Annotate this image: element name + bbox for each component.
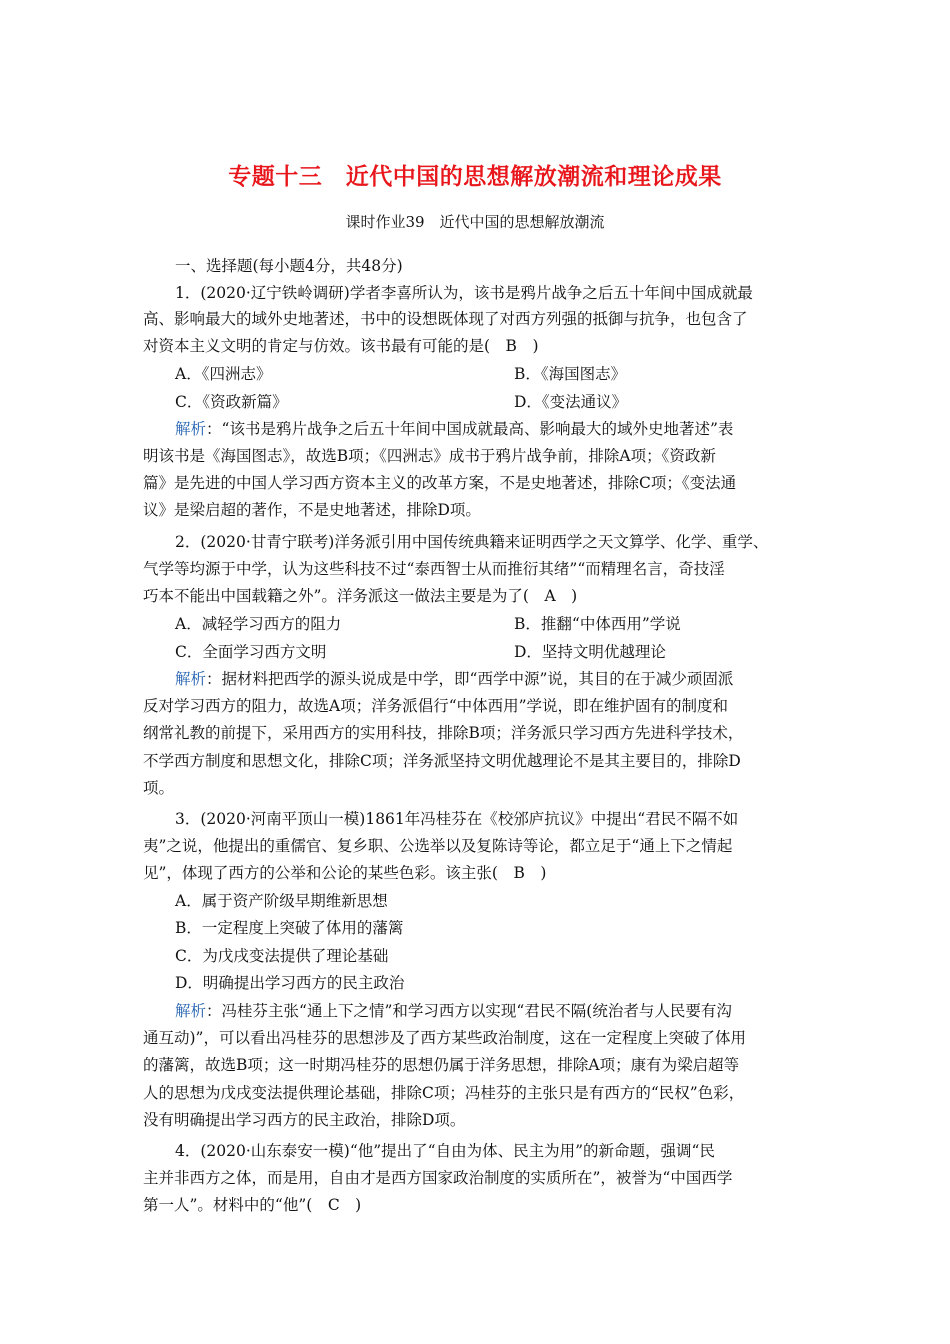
analysis-line: 人的思想为戊戌变法提供理论基础，排除C项；冯桂芬的主张只是有西方的“民权”色彩， bbox=[143, 1084, 745, 1102]
analysis-line: 篇》是先进的中国人学习西方资本主义的改革方案，不是史地著述，排除C项；《变法通 bbox=[143, 474, 737, 492]
analysis-line: 没有明确提出学习西方的民主政治，排除D项。 bbox=[143, 1111, 466, 1129]
option-c: C．为戊戌变法提供了理论基础 bbox=[175, 947, 389, 965]
analysis-text: ：“该书是鸦片战争之后五十年间中国成就最高、影响最大的域外史地著述”表 bbox=[206, 420, 734, 438]
option-c: C．全面学习西方文明 bbox=[175, 643, 327, 661]
analysis-line: 纲常礼教的前提下，采用西方的实用科技，排除B项；洋务派只学习西方先进科学技术， bbox=[143, 724, 744, 742]
question-stem-line: 见”，体现了西方的公举和公论的某些色彩。该主张( B ) bbox=[143, 864, 547, 882]
analysis-line bbox=[175, 666, 733, 692]
analysis-label: 解析 bbox=[175, 670, 207, 688]
option-a: A．减轻学习西方的阻力 bbox=[175, 615, 342, 633]
section-heading: 一、选择题(每小题4分，共48分) bbox=[175, 257, 403, 275]
analysis-text: ：冯桂芬主张“通上下之情”和学习西方以实现“君民不隔(统治者与人民要有沟 bbox=[206, 1002, 732, 1020]
option-d: D．坚持文明优越理论 bbox=[514, 643, 666, 661]
analysis-label: 解析 bbox=[175, 1002, 207, 1020]
option-b: B．推翻“中体西用”学说 bbox=[514, 615, 681, 633]
question-stem-line: 对资本主义文明的肯定与仿效。该书最有可能的是( B ) bbox=[143, 337, 539, 355]
question-stem-line: 2．(2020·甘青宁联考)洋务派引用中国传统典籍来证明西学之天文算学、化学、重学、 bbox=[175, 533, 769, 551]
option-a: A．《四洲志》 bbox=[175, 365, 272, 383]
option-a: A．属于资产阶级早期维新思想 bbox=[175, 892, 388, 910]
option-d: D．明确提出学习西方的民主政治 bbox=[175, 974, 405, 992]
analysis-line: 项。 bbox=[143, 779, 175, 797]
page-title: 专题十三 近代中国的思想解放潮流和理论成果 bbox=[228, 163, 722, 190]
question-stem-line: 气学等均源于中学，认为这些科技不过“泰西智士从而推衍其绪”“而精理名言，奇技淫 bbox=[143, 560, 725, 578]
question-stem-line: 巧本不能出中国载籍之外”。洋务派这一做法主要是为了( A ) bbox=[143, 587, 578, 605]
question-stem-line: 4．(2020·山东泰安一模)“他”提出了“自由为体、民主为用”的新命题，强调“民 bbox=[175, 1142, 715, 1160]
analysis-line: 反对学习西方的阻力，故选A项；洋务派倡行“中体西用”学说，即在维护固有的制度和 bbox=[143, 697, 729, 715]
analysis-line: 通互动)”，可以看出冯桂芬的思想涉及了西方某些政治制度，这在一定程度上突破了体用 bbox=[143, 1029, 746, 1047]
option-c: C．《资政新篇》 bbox=[175, 393, 288, 411]
analysis-line: 明该书是《海国图志》，故选B项；《四洲志》成书于鸦片战争前，排除A项；《资政新 bbox=[143, 447, 716, 465]
option-d: D．《变法通议》 bbox=[514, 393, 628, 411]
analysis-text: ：据材料把西学的源头说成是中学，即“西学中源”说，其目的在于减少顽固派 bbox=[206, 670, 734, 688]
analysis-line: 议》是梁启超的著作，不是史地著述，排除D项。 bbox=[143, 501, 481, 519]
analysis-label: 解析 bbox=[175, 420, 207, 438]
question-stem-line: 3．(2020·河南平顶山一模)1861年冯桂芬在《校邠庐抗议》中提出“君民不隔不如 bbox=[175, 810, 739, 828]
question-stem-line: 夷”之说，他提出的重儒官、复乡职、公选举以及复陈诗等论，都立足于“通上下之情起 bbox=[143, 837, 733, 855]
analysis-line bbox=[175, 416, 733, 442]
analysis-line bbox=[175, 998, 732, 1024]
option-b: B．《海国图志》 bbox=[514, 365, 627, 383]
analysis-line: 不学西方制度和思想文化，排除C项；洋务派坚持文明优越理论不是其主要目的，排除D bbox=[143, 752, 741, 770]
page-subtitle: 课时作业39 近代中国的思想解放潮流 bbox=[345, 213, 605, 231]
question-stem-line: 主并非西方之体，而是用，自由才是西方国家政治制度的实质所在”，被誉为“中国西学 bbox=[143, 1169, 733, 1187]
option-b: B．一定程度上突破了体用的藩篱 bbox=[175, 919, 404, 937]
analysis-line: 的藩篱，故选B项；这一时期冯桂芬的思想仍属于洋务思想，排除A项；康有为梁启超等 bbox=[143, 1056, 740, 1074]
question-stem-line: 1．(2020·辽宁铁岭调研)学者李喜所认为，该书是鸦片战争之后五十年间中国成就最 bbox=[175, 284, 753, 302]
question-stem-line: 第一人”。材料中的“他”( C ) bbox=[143, 1196, 362, 1214]
question-stem-line: 高、影响最大的域外史地著述，书中的设想既体现了对西方列强的抵御与抗争，也包含了 bbox=[143, 310, 748, 328]
